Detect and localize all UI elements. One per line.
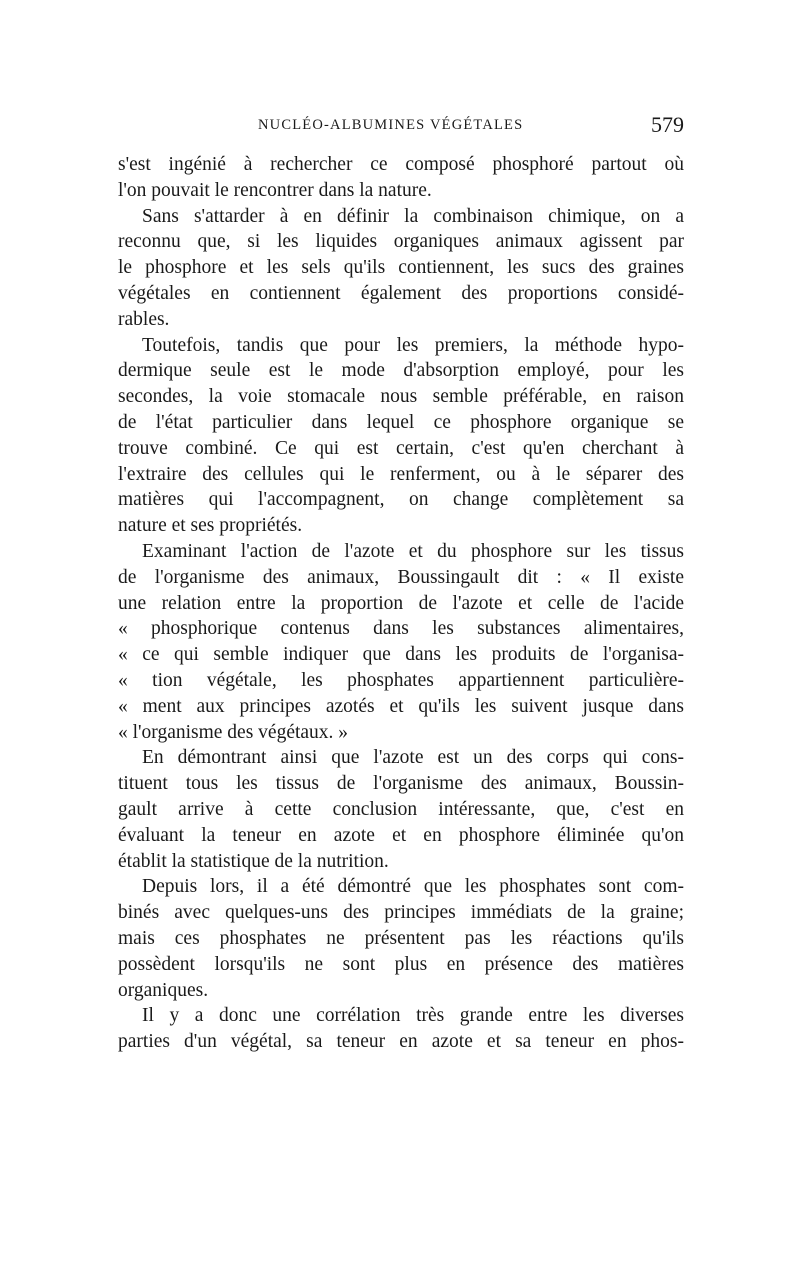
paragraph xyxy=(118,152,684,204)
text-line: Examinant l'action de l'azote et du phosphore sur les tissus xyxy=(142,540,684,562)
text-line: rables. xyxy=(118,308,170,330)
text-line: « tion végétale, les phosphates appartiennent particulière- xyxy=(118,669,684,691)
text-line: « ce qui semble indiquer que dans les produits de l'organisa- xyxy=(118,644,684,666)
text-line: végétales en contiennent également des proportions considé- xyxy=(118,282,684,304)
paragraph xyxy=(118,204,684,333)
paragraph xyxy=(118,874,684,1003)
text-line: nature et ses propriétés. xyxy=(118,515,303,537)
text-line: possèdent lorsqu'ils ne sont plus en présence des matières xyxy=(118,953,684,975)
text-line: Depuis lors, il a été démontré que les phosphates sont com- xyxy=(142,876,684,898)
text-line: Sans s'attarder à en définir la combinaison chimique, on a xyxy=(142,205,684,227)
paragraph xyxy=(118,333,684,539)
paragraph xyxy=(118,1003,684,1055)
text-line: tituent tous les tissus de l'organisme des animaux, Boussin- xyxy=(118,773,684,795)
text-line: reconnu que, si les liquides organiques animaux agissent par xyxy=(118,231,684,253)
text-line: de l'organisme des animaux, Boussingault dit : « Il existe xyxy=(118,566,684,588)
text-line: l'extraire des cellules qui le renferment, ou à le séparer des xyxy=(118,463,684,485)
text-line: mais ces phosphates ne présentent pas les réactions qu'ils xyxy=(118,927,684,949)
body-text xyxy=(118,152,684,1055)
text-line: organiques. xyxy=(118,979,209,1001)
text-line: Il y a donc une corrélation très grande entre les diverses xyxy=(142,1005,684,1027)
text-line: le phosphore et les sels qu'ils contiennent, les sucs des graines xyxy=(118,257,684,279)
paragraph xyxy=(118,539,684,745)
running-head xyxy=(118,112,684,142)
text-line: « l'organisme des végétaux. » xyxy=(118,721,349,743)
text-line: établit la statistique de la nutrition. xyxy=(118,850,389,872)
text-line: « phosphorique contenus dans les substances alimentaires, xyxy=(118,618,684,640)
text-line: En démontrant ainsi que l'azote est un des corps qui cons- xyxy=(142,747,684,769)
text-line: parties d'un végétal, sa teneur en azote et sa teneur en phos- xyxy=(118,1031,684,1053)
text-line: secondes, la voie stomacale nous semble préférable, en raison xyxy=(118,386,684,408)
text-line: évaluant la teneur en azote et en phosphore éliminée qu'on xyxy=(118,824,684,846)
text-line: l'on pouvait le rencontrer dans la nature. xyxy=(118,179,432,201)
page-number: 579 xyxy=(651,112,684,137)
text-line: « ment aux principes azotés et qu'ils les suivent jusque dans xyxy=(118,695,684,717)
text-line: matières qui l'accompagnent, on change complètement sa xyxy=(118,489,684,511)
text-line: binés avec quelques-uns des principes immédiats de la graine; xyxy=(118,902,684,924)
text-line: dermique seule est le mode d'absorption employé, pour les xyxy=(118,360,684,382)
text-line: trouve combiné. Ce qui est certain, c'est qu'en cherchant à xyxy=(118,437,684,459)
text-line: une relation entre la proportion de l'azote et celle de l'acide xyxy=(118,592,684,614)
text-line: s'est ingénié à rechercher ce composé phosphoré partout où xyxy=(118,154,684,175)
paragraph xyxy=(118,745,684,874)
text-line: Toutefois, tandis que pour les premiers, la méthode hypo- xyxy=(142,334,684,356)
running-title: NUCLÉO-ALBUMINES VÉGÉTALES xyxy=(258,117,524,133)
text-line: gault arrive à cette conclusion intéressante, que, c'est en xyxy=(118,798,684,820)
text-line: de l'état particulier dans lequel ce phosphore organique se xyxy=(118,411,684,433)
